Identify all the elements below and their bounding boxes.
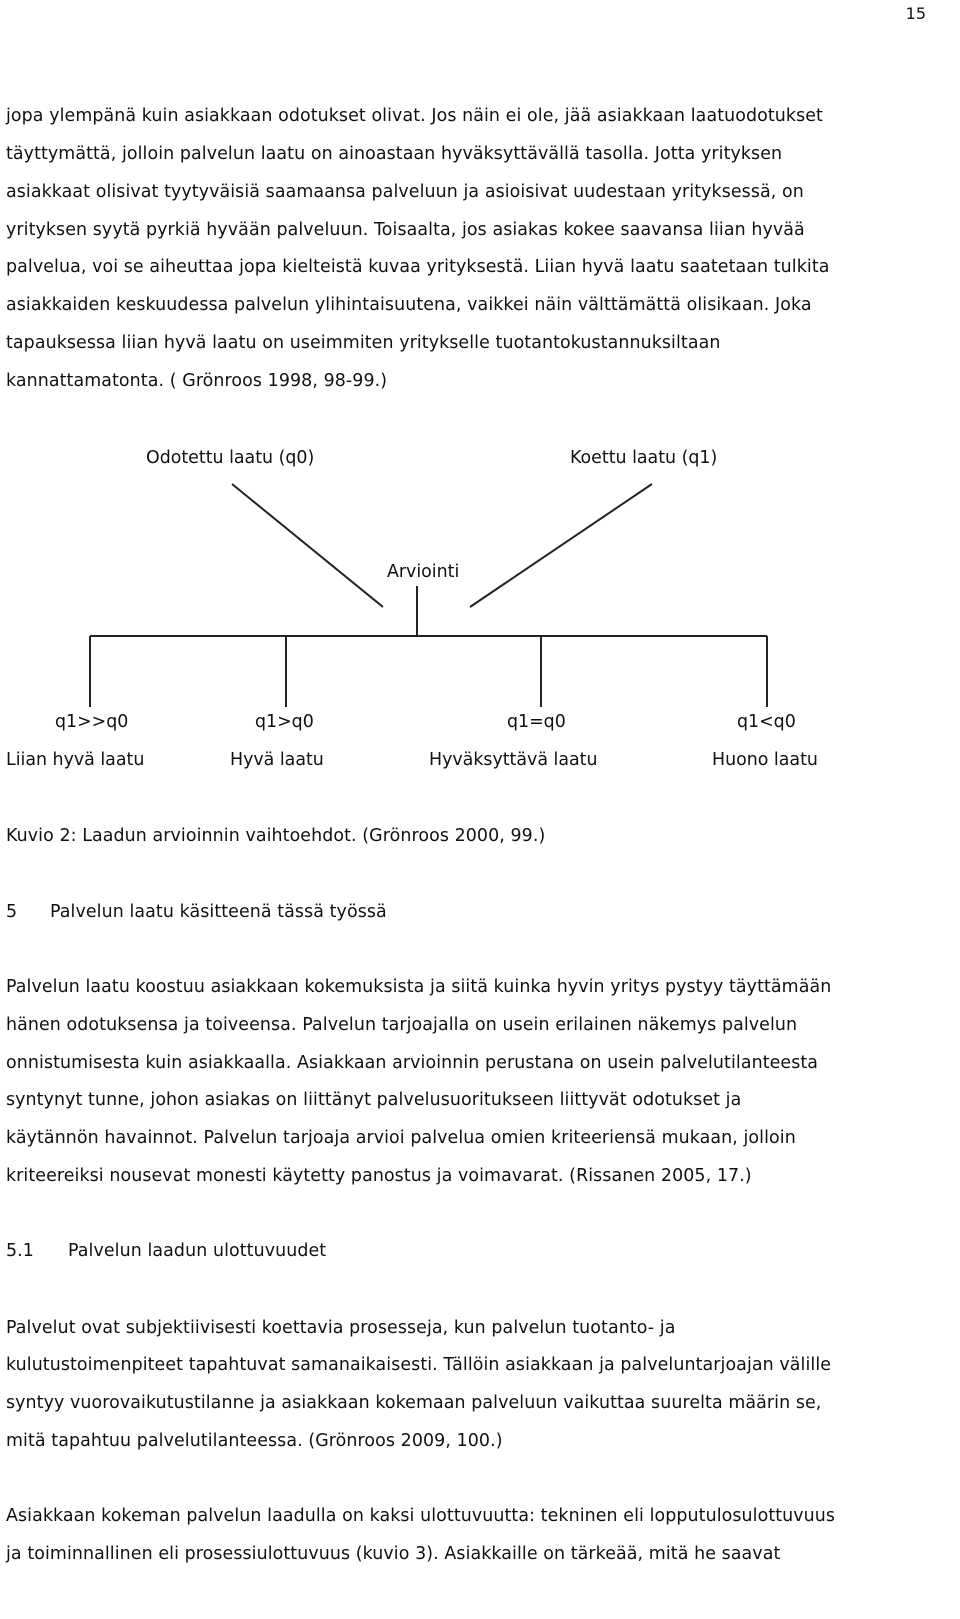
subsection-number: 5.1	[6, 1241, 34, 1261]
text-line: jopa ylempänä kuin asiakkaan odotukset olivat. Jos näin ei ole, jää asiakkaan laatuodotukset	[6, 106, 823, 126]
text-line: kulutustoimenpiteet tapahtuvat samanaikaisesti. Tällöin asiakkaan ja palveluntarjoajan välille	[6, 1355, 832, 1375]
text-line: kannattamatonta. ( Grönroos 1998, 98-99.)	[6, 371, 388, 391]
connector-experienced-to-evaluation	[470, 484, 652, 607]
text-line: Palvelut ovat subjektiivisesti koettavia prosesseja, kun palvelun tuotanto- ja	[6, 1318, 676, 1338]
text-line: mitä tapahtuu palvelutilanteessa. (Grönroos 2009, 100.)	[6, 1431, 503, 1451]
outcome-label: Hyväksyttävä laatu	[429, 750, 598, 770]
outcome-label: Huono laatu	[712, 750, 818, 770]
text-line: yrityksen syytä pyrkiä hyvään palveluun. Toisaalta, jos asiakas kokee saavansa liian hyvää	[6, 220, 805, 240]
text-line: täyttymättä, jolloin palvelun laatu on ainoastaan hyväksyttävällä tasolla. Jotta yrityksen	[6, 144, 783, 164]
outcome-condition: q1<q0	[737, 712, 796, 732]
text-line: asiakkaiden keskuudessa palvelun ylihintaisuutena, vaikkei näin välttämättä olisikaan. Joka	[6, 295, 812, 315]
diagram-connector-lines	[0, 0, 960, 720]
outcome-label: Hyvä laatu	[230, 750, 324, 770]
text-line: onnistumisesta kuin asiakkaalla. Asiakkaan arvioinnin perustana on usein palvelutilanteesta	[6, 1053, 819, 1073]
text-line: Asiakkaan kokeman palvelun laadulla on kaksi ulottuvuutta: tekninen eli lopputulosulottuvuus	[6, 1506, 836, 1526]
text-line: ja toiminnallinen eli prosessiulottuvuus (kuvio 3). Asiakkaille on tärkeää, mitä he saavat	[6, 1544, 781, 1564]
text-line: käytännön havainnot. Palvelun tarjoaja arvioi palvelua omien kriteeriensä mukaan, jolloin	[6, 1128, 796, 1148]
text-line: syntynyt tunne, johon asiakas on liittänyt palvelusuoritukseen liittyvät odotukset ja	[6, 1090, 742, 1110]
evaluation-node: Arviointi	[387, 562, 460, 582]
text-line: kriteereiksi nousevat monesti käytetty panostus ja voimavarat. (Rissanen 2005, 17.)	[6, 1166, 752, 1186]
section-title: Palvelun laatu käsitteenä tässä työssä	[50, 902, 387, 922]
subsection-title: Palvelun laadun ulottuvuudet	[68, 1241, 327, 1261]
page-number: 15	[905, 4, 926, 23]
outcome-condition: q1>>q0	[55, 712, 129, 732]
figure-caption: Kuvio 2: Laadun arvioinnin vaihtoehdot. (Grönroos 2000, 99.)	[6, 826, 546, 846]
subsection-heading	[6, 1241, 326, 1261]
section-heading	[6, 902, 387, 922]
text-line: asiakkaat olisivat tyytyväisiä saamaansa palveluun ja asioisivat uudestaan yrityksessä, on	[6, 182, 804, 202]
text-line: hänen odotuksensa ja toiveensa. Palvelun tarjoajalla on usein erilainen näkemys palvelun	[6, 1015, 798, 1035]
connector-expected-to-evaluation	[232, 484, 383, 607]
experienced-quality-node: Koettu laatu (q1)	[570, 448, 718, 468]
outcome-condition: q1=q0	[507, 712, 566, 732]
text-line: palvelua, voi se aiheuttaa jopa kielteistä kuvaa yrityksestä. Liian hyvä laatu saatetaan tulkita	[6, 257, 830, 277]
expected-quality-node: Odotettu laatu (q0)	[146, 448, 315, 468]
text-line: syntyy vuorovaikutustilanne ja asiakkaan kokemaan palveluun vaikuttaa suurelta määrin se,	[6, 1393, 822, 1413]
outcome-condition: q1>q0	[255, 712, 314, 732]
text-line: tapauksessa liian hyvä laatu on useimmiten yritykselle tuotantokustannuksiltaan	[6, 333, 721, 353]
outcome-label: Liian hyvä laatu	[6, 750, 145, 770]
text-line: Palvelun laatu koostuu asiakkaan kokemuksista ja siitä kuinka hyvin yritys pystyy täyttämään	[6, 977, 832, 997]
section-number: 5	[6, 902, 18, 922]
